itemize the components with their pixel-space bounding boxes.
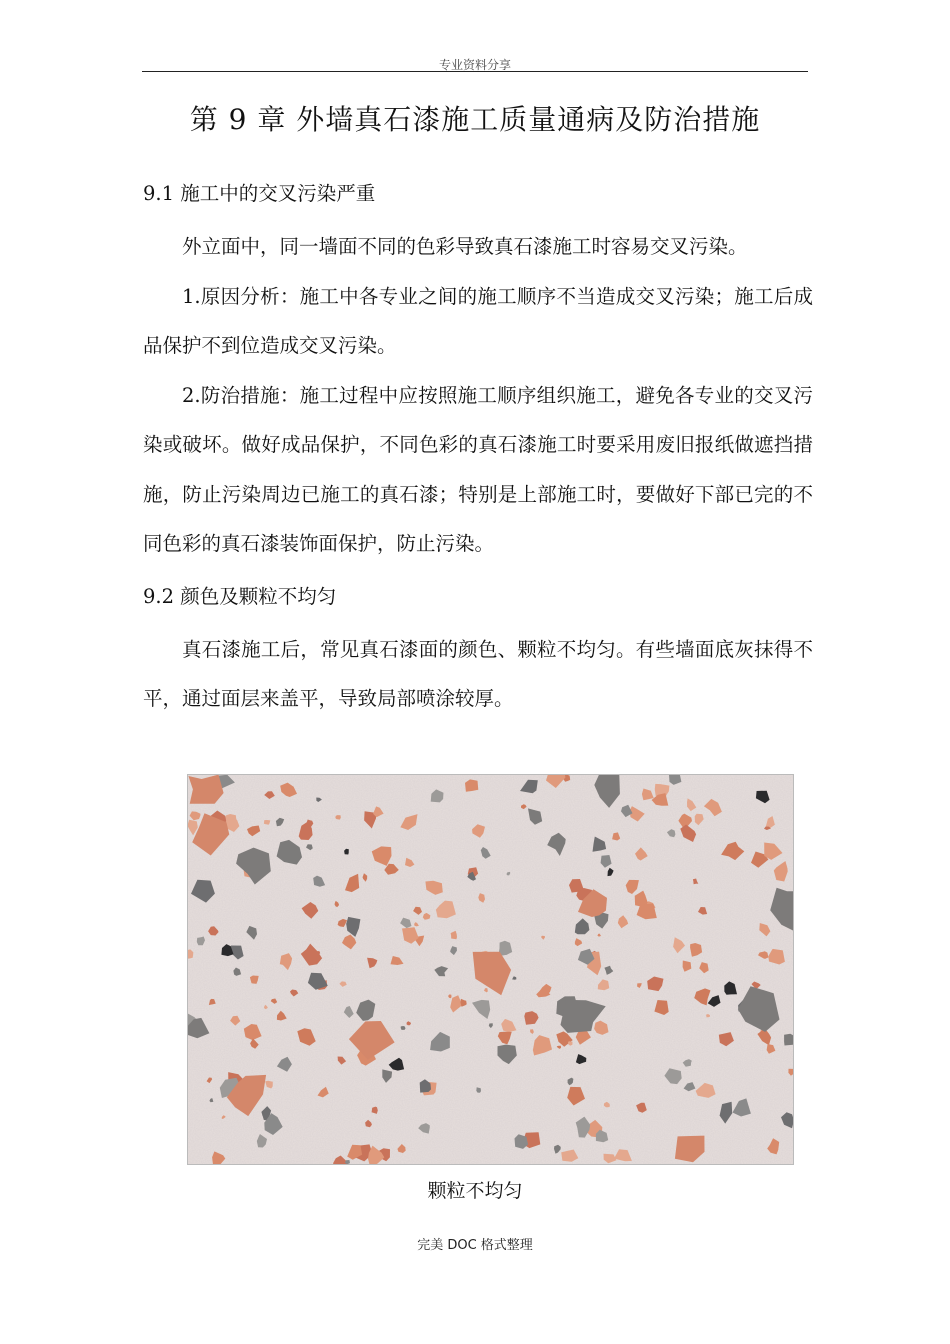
- section-heading-9-1: 9.1 施工中的交叉污染严重: [143, 182, 376, 205]
- page-footer: 完美 DOC 格式整理: [417, 1238, 533, 1253]
- paragraph-uneven: 真石漆施工后，常见真石漆面的颜色、颗粒不均匀。有些墙面底灰抹得不平，通过面层来盖平，导致局部喷涂较厚。: [143, 637, 813, 710]
- chapter-title: 第 9 章 外墙真石漆施工质量通病及防治措施: [189, 103, 761, 136]
- paragraph-intro: 外立面中，同一墙面不同的色彩导致真石漆施工时容易交叉污染。: [182, 235, 748, 258]
- texture-chip: [784, 1034, 793, 1046]
- document-body: [143, 166, 813, 724]
- section-heading-9-2: 9.2 颜色及颗粒不均匀: [143, 584, 337, 608]
- paragraph-cause-analysis: 1.原因分析：施工中各专业之间的施工顺序不当造成交叉污染；施工后成品保护不到位造成交叉污染。: [143, 284, 813, 357]
- figure-caption: 颗粒不均匀: [427, 1180, 523, 1202]
- paragraph-prevention: 2.防治措施：施工过程中应按照施工顺序组织施工，避免各专业的交叉污染或破坏。做好成品保护，不同色彩的真石漆施工时要采用废旧报纸做遮挡措施，防止污染周边已施工的真石漆；特别是上部施工时，要做好下部已完的不同色彩的真石漆装饰面保护，防止污染。: [143, 383, 813, 555]
- stone-paint-texture-image: [187, 774, 794, 1165]
- texture-chip: [401, 1026, 406, 1030]
- page-header: 专业资料分享: [438, 58, 511, 72]
- header-rule: [142, 71, 808, 72]
